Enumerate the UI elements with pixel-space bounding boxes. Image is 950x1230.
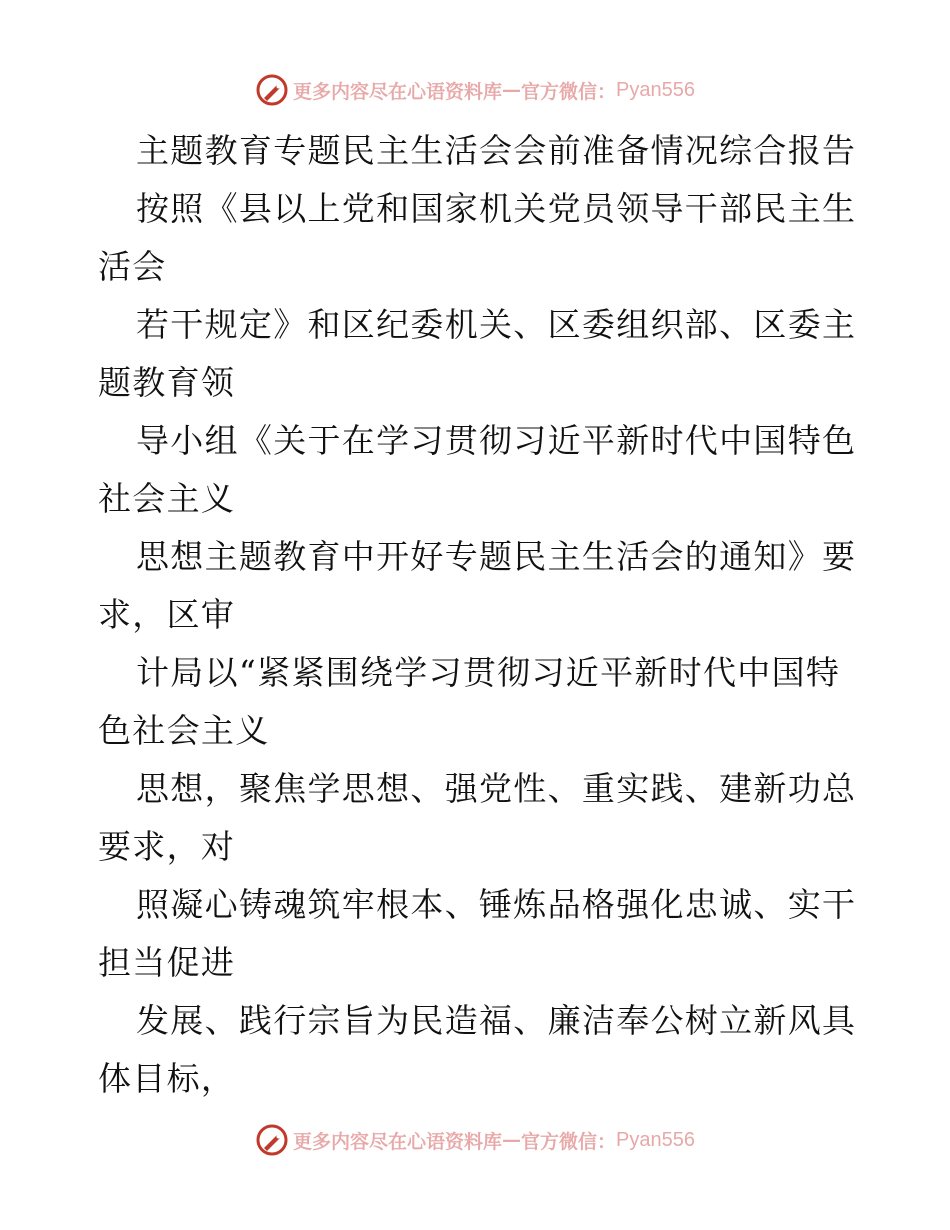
- doc-line: 若干规定》和区纪委机关、区委组织部、区委主: [136, 305, 857, 344]
- doc-line: 计局以“紧紧围绕学习贯彻习近平新时代中国特: [136, 653, 841, 692]
- watermark-wechat-id: Pyan556: [616, 1128, 695, 1151]
- pen-logo-icon: [255, 73, 289, 107]
- doc-line: 担当促进: [98, 943, 236, 982]
- doc-line-title: 主题教育专题民主生活会会前准备情况综合报告: [136, 131, 857, 170]
- doc-line: 发展、践行宗旨为民造福、廉洁奉公树立新风具: [136, 1001, 857, 1040]
- doc-line: 求，区审: [98, 595, 236, 634]
- doc-line: 导小组《关于在学习贯彻习近平新时代中国特色: [136, 421, 857, 460]
- watermark-dash: —: [502, 1129, 522, 1151]
- doc-line: 按照《县以上党和国家机关党员领导干部民主生: [136, 189, 857, 228]
- doc-line: 要求，对: [98, 827, 236, 866]
- header-watermark: [0, 70, 950, 110]
- watermark-wechat-id: Pyan556: [616, 78, 695, 101]
- pen-logo-icon: [255, 1123, 289, 1157]
- doc-line: 题教育领: [98, 363, 236, 402]
- doc-line: 活会: [98, 247, 167, 286]
- doc-line: 照凝心铸魂筑牢根本、锤炼品格强化忠诚、实干: [136, 885, 857, 924]
- doc-line: 社会主义: [98, 479, 236, 518]
- document-body: [98, 122, 858, 1108]
- watermark-site-text: 更多内容尽在心语资料库: [293, 80, 503, 103]
- footer-watermark: [0, 1120, 950, 1160]
- doc-line: 思想主题教育中开好专题民主生活会的通知》要: [136, 537, 857, 576]
- watermark-dash: —: [502, 79, 522, 101]
- watermark-wechat-label: 官方微信：: [521, 1130, 617, 1153]
- doc-line: 体目标，: [98, 1059, 236, 1098]
- watermark-site-text: 更多内容尽在心语资料库: [293, 1130, 503, 1153]
- doc-line: 色社会主义: [98, 711, 270, 750]
- doc-line: 思想，聚焦学思想、强党性、重实践、建新功总: [136, 769, 857, 808]
- watermark-wechat-label: 官方微信：: [521, 80, 617, 103]
